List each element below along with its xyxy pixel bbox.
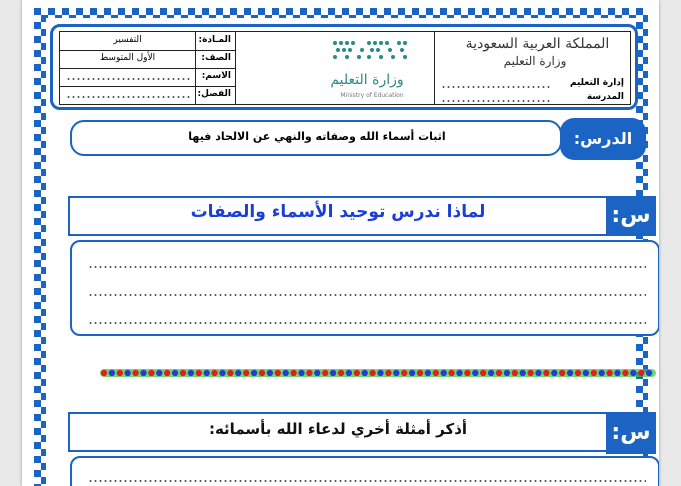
- separator-dot: [606, 370, 612, 376]
- separator-dot: [369, 370, 375, 376]
- separator-dot: [180, 370, 186, 376]
- separator-dot: [393, 370, 399, 376]
- separator-dot: [646, 370, 652, 376]
- separator-dot: [125, 370, 131, 376]
- separator-dot: [290, 370, 296, 376]
- separator-dot: [338, 370, 344, 376]
- separator-dot: [188, 370, 194, 376]
- separator-dot: [488, 370, 494, 376]
- separator-dot: [591, 370, 597, 376]
- separator-dot: [583, 370, 589, 376]
- answer-area-2[interactable]: [70, 456, 659, 486]
- field-name[interactable]: [60, 68, 235, 87]
- education-admin-label: إدارة التعليم: [569, 78, 624, 88]
- question-1-text: لماذا ندرس توحيد الأسماء والصفات: [190, 202, 486, 222]
- question-2-label: س:: [606, 412, 656, 454]
- separator-dot: [109, 370, 115, 376]
- separator-dot: [204, 370, 210, 376]
- field-grade-value: الأول المتوسط: [99, 53, 156, 63]
- field-subject-label: المـادة:: [198, 35, 231, 45]
- header-box: [50, 24, 638, 110]
- separator-dot: [267, 370, 273, 376]
- student-info-table: [59, 31, 236, 105]
- separator-dot: [535, 370, 541, 376]
- separator-dot: [219, 370, 225, 376]
- separator-dot: [614, 370, 620, 376]
- separator-dot: [543, 370, 549, 376]
- ministry-logo-ar: وزارة التعليم: [330, 72, 404, 88]
- decorative-separator: [100, 368, 656, 378]
- kingdom-title: المملكة العربية السعودية: [465, 36, 610, 52]
- separator-dot: [512, 370, 518, 376]
- separator-dot: [433, 370, 439, 376]
- separator-dot: [480, 370, 486, 376]
- field-class-label: الفصل:: [197, 89, 231, 99]
- ministry-title: وزارة التعليم: [503, 54, 567, 68]
- separator-dot: [417, 370, 423, 376]
- field-class[interactable]: [60, 86, 235, 104]
- separator-dot: [283, 370, 289, 376]
- question-2-text: أذكر أمثلة أخري لدعاء الله بأسمائه:: [208, 420, 468, 438]
- separator-dot: [622, 370, 628, 376]
- separator-dot: [567, 370, 573, 376]
- field-name-label: الاسم:: [201, 71, 231, 81]
- separator-dot: [599, 370, 605, 376]
- separator-dot: [172, 370, 178, 376]
- separator-dot: [259, 370, 265, 376]
- lesson-title: اثبات أسماء الله وصفاته والنهي عن الالحاد فيها: [188, 130, 446, 143]
- separator-dot: [441, 370, 447, 376]
- separator-dot: [401, 370, 407, 376]
- field-grade-label: الصف:: [201, 53, 231, 63]
- field-subject: [60, 32, 235, 51]
- separator-dot: [551, 370, 557, 376]
- separator-dot: [117, 370, 123, 376]
- answer-line[interactable]: [88, 322, 646, 324]
- separator-dot: [235, 370, 241, 376]
- separator-dot: [298, 370, 304, 376]
- separator-dot: [385, 370, 391, 376]
- separator-dot: [496, 370, 502, 376]
- separator-dot: [140, 370, 146, 376]
- school-label: المدرسة: [586, 92, 624, 102]
- field-subject-value: التفسير: [113, 35, 142, 45]
- separator-dot: [425, 370, 431, 376]
- separator-dot: [409, 370, 415, 376]
- separator-dot: [322, 370, 328, 376]
- answer-line[interactable]: [88, 480, 646, 482]
- separator-dot: [377, 370, 383, 376]
- separator-dot: [196, 370, 202, 376]
- lesson-label: الدرس:: [560, 118, 646, 160]
- separator-dot: [354, 370, 360, 376]
- separator-dot: [472, 370, 478, 376]
- separator-dot: [504, 370, 510, 376]
- ministry-dots-icon: [329, 38, 413, 64]
- separator-dot: [164, 370, 170, 376]
- separator-dot: [275, 370, 281, 376]
- separator-dot: [638, 370, 644, 376]
- separator-dot: [520, 370, 526, 376]
- question-1-label: س:: [606, 196, 656, 236]
- kingdom-box: [434, 31, 631, 105]
- worksheet-page: [22, 0, 659, 486]
- separator-dot: [306, 370, 312, 376]
- separator-dot: [448, 370, 454, 376]
- separator-dot: [630, 370, 636, 376]
- separator-dot: [148, 370, 154, 376]
- separator-dot: [464, 370, 470, 376]
- separator-dot: [456, 370, 462, 376]
- separator-dot: [251, 370, 257, 376]
- separator-dot: [132, 370, 138, 376]
- separator-dot: [575, 370, 581, 376]
- ministry-logo: [234, 31, 434, 105]
- field-grade: [60, 50, 235, 69]
- answer-area-1[interactable]: [70, 240, 659, 336]
- separator-dot: [559, 370, 565, 376]
- separator-dot: [227, 370, 233, 376]
- answer-line[interactable]: [88, 266, 646, 268]
- separator-dot: [211, 370, 217, 376]
- separator-dot: [101, 370, 107, 376]
- answer-line[interactable]: [88, 294, 646, 296]
- separator-dot: [346, 370, 352, 376]
- ministry-logo-en: Ministry of Education: [340, 92, 404, 99]
- separator-dot: [314, 370, 320, 376]
- separator-dot: [243, 370, 249, 376]
- separator-dot: [362, 370, 368, 376]
- separator-dot: [330, 370, 336, 376]
- separator-dot: [156, 370, 162, 376]
- separator-dot: [527, 370, 533, 376]
